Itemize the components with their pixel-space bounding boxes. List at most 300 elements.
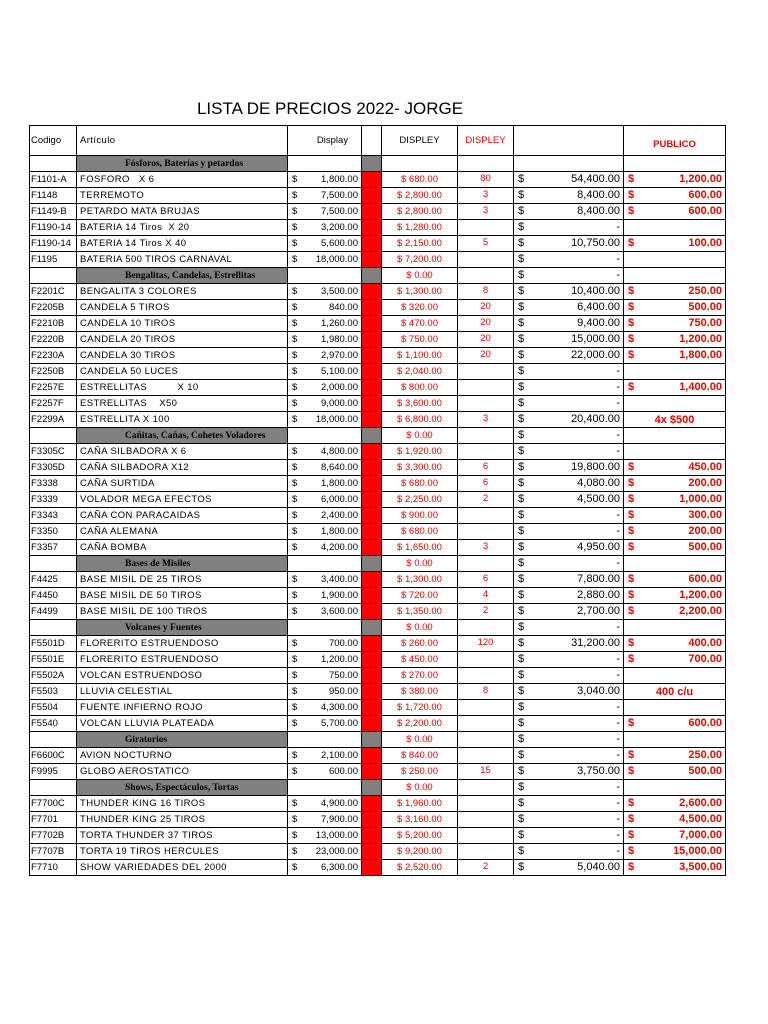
currency-sign: $: [518, 781, 525, 793]
currency-sign: $: [628, 509, 635, 521]
displey-price-value: $ 1,350.00: [397, 605, 442, 617]
displey-price-value: $ 680.00: [401, 173, 438, 185]
publico-price-value: 750.00: [688, 317, 722, 329]
publico-price: [624, 188, 726, 204]
red-separator: [362, 508, 382, 524]
displey-price-value: $ 900.00: [401, 509, 438, 521]
currency-sign: $: [292, 205, 298, 217]
product-name-text: CANDELA 5 TIROS: [80, 301, 170, 313]
product-code: [30, 396, 77, 412]
product-name-text: CANDELA 50 LUCES: [80, 365, 179, 377]
displey-price: [382, 348, 458, 364]
red-separator: [362, 252, 382, 268]
displey-price-value: $ 320.00: [401, 301, 438, 313]
category-label-text: Giratorios: [125, 734, 168, 745]
displey-qty-value: 3: [482, 413, 489, 424]
product-name: [77, 572, 288, 588]
displey-price-value: $ 2,800.00: [397, 205, 442, 217]
currency-sign: $: [518, 221, 525, 233]
row-total: [514, 412, 624, 428]
row-total: [514, 364, 624, 380]
product-name: [77, 716, 288, 732]
product-code-text: F5504: [31, 701, 58, 713]
row-total-value: 22,000.00: [571, 349, 620, 361]
publico-price-value: 7,000.00: [679, 829, 722, 841]
category-row: [30, 428, 726, 444]
product-name: [77, 860, 288, 876]
publico-price: [624, 860, 726, 876]
currency-sign: $: [518, 669, 525, 681]
category-price-cell: [288, 268, 362, 284]
category-qty-cell: [458, 556, 514, 572]
product-name: [77, 220, 288, 236]
currency-sign: $: [628, 461, 635, 473]
currency-sign: $: [628, 381, 635, 393]
display-price-value: 1,260.00: [321, 317, 358, 329]
publico-price: [624, 668, 726, 684]
product-code-text: F5502A: [31, 669, 65, 681]
product-name: [77, 252, 288, 268]
displey-qty: [458, 284, 514, 300]
display-price-value: 5,700.00: [321, 717, 358, 729]
product-name: [77, 524, 288, 540]
displey-price: [382, 380, 458, 396]
product-code-text: F4425: [31, 573, 58, 585]
display-price-value: 600.00: [328, 765, 358, 777]
publico-price: [624, 204, 726, 220]
red-separator: [362, 860, 382, 876]
product-code-text: F2250B: [31, 365, 65, 377]
red-separator: [362, 380, 382, 396]
product-code: [30, 188, 77, 204]
display-price-value: 2,100.00: [321, 749, 358, 761]
red-separator: [362, 604, 382, 620]
currency-sign: $: [518, 381, 525, 393]
red-separator: [362, 572, 382, 588]
table-row: [30, 684, 726, 700]
header-display: Display: [288, 126, 362, 156]
product-code-text: F7701: [31, 813, 58, 825]
display-price: [288, 748, 362, 764]
product-code: [30, 812, 77, 828]
product-code-text: F2201C: [31, 285, 65, 297]
row-total: [514, 300, 624, 316]
product-name: [77, 460, 288, 476]
currency-sign: $: [628, 797, 635, 809]
publico-price: [624, 812, 726, 828]
product-name: [77, 540, 288, 556]
display-price-value: 1,980.00: [321, 333, 358, 345]
table-row: [30, 316, 726, 332]
displey-price-value: $ 1,920.00: [397, 445, 442, 457]
category-displey: [382, 780, 458, 796]
currency-sign: $: [518, 445, 525, 457]
currency-sign: $: [292, 525, 298, 537]
currency-sign: $: [518, 589, 525, 601]
row-total: [514, 764, 624, 780]
currency-sign: $: [292, 653, 298, 665]
category-spacer: [362, 556, 382, 572]
currency-sign: $: [628, 301, 635, 313]
row-total-value: -: [616, 253, 620, 265]
displey-price: [382, 764, 458, 780]
product-name: [77, 364, 288, 380]
category-total-value: -: [616, 429, 620, 441]
red-separator: [362, 588, 382, 604]
product-code: [30, 412, 77, 428]
display-price-value: 13,000.00: [315, 829, 358, 841]
publico-note: 400 c/u: [655, 685, 694, 698]
displey-price: [382, 316, 458, 332]
product-name: [77, 492, 288, 508]
row-total-value: 20,400.00: [571, 413, 620, 425]
currency-sign: $: [518, 845, 525, 857]
publico-price: [624, 364, 726, 380]
category-displey: [382, 732, 458, 748]
display-price-value: 750.00: [328, 669, 358, 681]
product-code: [30, 236, 77, 252]
product-code: [30, 844, 77, 860]
displey-price-value: $ 720.00: [401, 589, 438, 601]
currency-sign: $: [292, 237, 298, 249]
product-code-text: F7702B: [31, 829, 65, 841]
currency-sign: $: [628, 493, 635, 505]
category-label-text: Shows, Espectáculos, Tortas: [125, 782, 239, 793]
red-separator: [362, 812, 382, 828]
currency-sign: $: [518, 653, 525, 665]
category-displey: [382, 556, 458, 572]
displey-qty-value: 4: [482, 589, 489, 600]
displey-qty-value: 120: [477, 637, 494, 648]
publico-price: [624, 220, 726, 236]
row-total: [514, 332, 624, 348]
displey-qty: [458, 668, 514, 684]
displey-price: [382, 684, 458, 700]
currency-sign: $: [518, 285, 525, 297]
display-price-value: 2,400.00: [321, 509, 358, 521]
category-total: [514, 556, 624, 572]
currency-sign: $: [292, 221, 298, 233]
table-row: [30, 476, 726, 492]
publico-price: [624, 284, 726, 300]
currency-sign: $: [518, 541, 525, 553]
product-code-text: F3350: [31, 525, 58, 537]
product-code: [30, 364, 77, 380]
product-name-text: TORTA THUNDER 37 TIROS: [80, 829, 214, 841]
table-row: [30, 172, 726, 188]
publico-price-value: 700.00: [688, 653, 722, 665]
row-total-value: 5,040.00: [577, 861, 620, 873]
header-publico: PUBLICO: [624, 126, 726, 156]
displey-qty: [458, 828, 514, 844]
product-code-text: F2257F: [31, 397, 64, 409]
displey-price: [382, 828, 458, 844]
category-qty-cell: [458, 620, 514, 636]
displey-qty: [458, 364, 514, 380]
red-separator: [362, 476, 382, 492]
red-separator: [362, 828, 382, 844]
table-row: [30, 460, 726, 476]
currency-sign: $: [292, 541, 298, 553]
row-total-value: -: [616, 701, 620, 713]
currency-sign: $: [292, 845, 298, 857]
product-name: [77, 844, 288, 860]
category-code-cell: [30, 268, 77, 284]
product-code-text: F4450: [31, 589, 58, 601]
red-separator: [362, 492, 382, 508]
display-price-value: 1,800.00: [321, 173, 358, 185]
product-code-text: F3343: [31, 509, 58, 521]
currency-sign: $: [518, 349, 525, 361]
category-row: [30, 156, 726, 172]
currency-sign: $: [292, 253, 298, 265]
category-displey-text: $ 0.00: [406, 429, 433, 441]
row-total-value: -: [616, 381, 620, 393]
publico-price-value: 2,600.00: [679, 797, 722, 809]
product-code-text: F1149-B: [31, 205, 67, 217]
category-label: [77, 556, 288, 572]
product-name-text: SHOW VARIEDADES DEL 2000: [80, 861, 227, 873]
display-price: [288, 396, 362, 412]
category-label: [77, 268, 288, 284]
category-label-text: Bengalitas, Candelas, Estrellitas: [125, 270, 256, 281]
product-name-text: CANDELA 30 TIROS: [80, 349, 176, 361]
product-name-text: ESTRELLITA X 100: [80, 413, 170, 425]
product-name-text: FUENTE INFIERNO ROJO: [80, 701, 204, 713]
currency-sign: $: [628, 829, 635, 841]
displey-price: [382, 492, 458, 508]
currency-sign: $: [518, 461, 525, 473]
currency-sign: $: [518, 413, 525, 425]
row-total: [514, 844, 624, 860]
display-price: [288, 220, 362, 236]
product-name-text: GLOBO AEROSTATICO: [80, 765, 190, 777]
currency-sign: $: [518, 717, 525, 729]
displey-qty: [458, 188, 514, 204]
red-separator: [362, 204, 382, 220]
displey-price: [382, 332, 458, 348]
currency-sign: $: [518, 205, 525, 217]
currency-sign: $: [292, 861, 298, 873]
displey-price-value: $ 1,960.00: [397, 797, 442, 809]
product-name-text: TORTA 19 TIROS HERCULES: [80, 845, 219, 857]
product-name-text: VOLADOR MEGA EFECTOS: [80, 493, 212, 505]
category-code-cell: [30, 780, 77, 796]
product-code-text: F1190-14: [31, 237, 71, 249]
product-code-text: F6600C: [31, 749, 65, 761]
display-price: [288, 828, 362, 844]
displey-price: [382, 476, 458, 492]
displey-price-value: $ 1,650.00: [397, 541, 442, 553]
displey-qty: [458, 652, 514, 668]
product-name-text: BENGALITA 3 COLORES: [80, 285, 197, 297]
product-name-text: PETARDO MATA BRUJAS: [80, 205, 201, 217]
displey-price-value: $ 450.00: [401, 653, 438, 665]
display-price-value: 2,000.00: [321, 381, 358, 393]
row-total-value: 54,400.00: [571, 173, 620, 185]
currency-sign: $: [292, 445, 298, 457]
displey-price: [382, 700, 458, 716]
product-code: [30, 716, 77, 732]
displey-price: [382, 204, 458, 220]
row-total-value: 7,800.00: [577, 573, 620, 585]
displey-qty: [458, 700, 514, 716]
product-code: [30, 252, 77, 268]
row-total-value: -: [616, 653, 620, 665]
table-row: [30, 700, 726, 716]
row-total: [514, 444, 624, 460]
displey-qty: [458, 844, 514, 860]
row-total-value: 2,700.00: [577, 605, 620, 617]
category-total: [514, 780, 624, 796]
currency-sign: $: [518, 861, 525, 873]
displey-qty-value: 6: [482, 477, 489, 488]
publico-price: [624, 700, 726, 716]
row-total: [514, 380, 624, 396]
row-total: [514, 204, 624, 220]
category-displey: [382, 620, 458, 636]
displey-qty-value: 80: [480, 173, 491, 184]
displey-price: [382, 460, 458, 476]
displey-qty: [458, 748, 514, 764]
publico-price: [624, 604, 726, 620]
displey-price: [382, 220, 458, 236]
displey-price-value: $ 5,200.00: [397, 829, 442, 841]
category-displey-text: $ 0.00: [406, 781, 433, 793]
row-total-value: 4,080.00: [577, 477, 620, 489]
displey-qty: [458, 524, 514, 540]
displey-price: [382, 812, 458, 828]
currency-sign: $: [518, 765, 525, 777]
row-total: [514, 652, 624, 668]
publico-price: [624, 652, 726, 668]
display-price: [288, 796, 362, 812]
display-price-value: 23,000.00: [315, 845, 358, 857]
product-name-text: TERREMOTO: [80, 189, 145, 201]
displey-price: [382, 172, 458, 188]
product-code: [30, 476, 77, 492]
currency-sign: $: [518, 701, 525, 713]
publico-price-value: 600.00: [688, 205, 722, 217]
display-price: [288, 492, 362, 508]
row-total-value: 31,200.00: [571, 637, 620, 649]
product-name-text: VOLCAN ESTRUENDOSO: [80, 669, 203, 681]
row-total-value: -: [616, 845, 620, 857]
displey-price: [382, 412, 458, 428]
displey-price: [382, 604, 458, 620]
publico-price: [624, 748, 726, 764]
currency-sign: $: [292, 605, 298, 617]
table-row: [30, 220, 726, 236]
displey-qty: [458, 796, 514, 812]
publico-price-value: 450.00: [688, 461, 722, 473]
currency-sign: $: [292, 637, 298, 649]
currency-sign: $: [628, 333, 635, 345]
row-total: [514, 188, 624, 204]
display-price: [288, 508, 362, 524]
currency-sign: $: [292, 173, 298, 185]
display-price: [288, 812, 362, 828]
display-price-value: 3,500.00: [321, 285, 358, 297]
currency-sign: $: [518, 173, 525, 185]
red-separator: [362, 316, 382, 332]
display-price: [288, 844, 362, 860]
product-code: [30, 588, 77, 604]
row-total-value: 19,800.00: [571, 461, 620, 473]
category-publico-cell: [624, 620, 726, 636]
category-price-cell: [288, 556, 362, 572]
category-total: [514, 156, 624, 172]
display-price: [288, 316, 362, 332]
display-price: [288, 604, 362, 620]
displey-price-value: $ 250.00: [401, 765, 438, 777]
category-total-value: -: [616, 621, 620, 633]
product-code: [30, 796, 77, 812]
displey-qty-value: 20: [480, 333, 491, 344]
product-code: [30, 492, 77, 508]
publico-price: [624, 460, 726, 476]
category-displey: [382, 268, 458, 284]
product-code: [30, 284, 77, 300]
display-price-value: 7,900.00: [321, 813, 358, 825]
currency-sign: $: [628, 717, 635, 729]
category-code-cell: [30, 156, 77, 172]
category-qty-cell: [458, 428, 514, 444]
currency-sign: $: [628, 765, 635, 777]
display-price-value: 700.00: [328, 637, 358, 649]
currency-sign: $: [518, 189, 525, 201]
product-name-text: CAÑA SILBADORA X 6: [80, 445, 187, 457]
displey-qty: [458, 204, 514, 220]
display-price: [288, 364, 362, 380]
row-total-value: -: [616, 717, 620, 729]
displey-price: [382, 444, 458, 460]
red-separator: [362, 188, 382, 204]
publico-price-value: 1,400.00: [679, 381, 722, 393]
product-code: [30, 828, 77, 844]
currency-sign: $: [628, 541, 635, 553]
category-total-value: -: [616, 557, 620, 569]
red-separator: [362, 412, 382, 428]
row-total: [514, 396, 624, 412]
product-code-text: F2210B: [31, 317, 65, 329]
product-code: [30, 748, 77, 764]
table-row: [30, 524, 726, 540]
displey-price-value: $ 1,720.00: [397, 701, 442, 713]
currency-sign: $: [628, 477, 635, 489]
publico-price: [624, 636, 726, 652]
display-price-value: 3,200.00: [321, 221, 358, 233]
display-price-value: 5,600.00: [321, 237, 358, 249]
publico-price: [624, 828, 726, 844]
displey-price-value: $ 270.00: [401, 669, 438, 681]
product-code-text: F3357: [31, 541, 58, 553]
category-code-cell: [30, 620, 77, 636]
currency-sign: $: [628, 749, 635, 761]
product-name: [77, 412, 288, 428]
displey-price: [382, 572, 458, 588]
category-total-value: -: [616, 781, 620, 793]
currency-sign: $: [292, 749, 298, 761]
product-code: [30, 300, 77, 316]
table-row: [30, 188, 726, 204]
product-name-text: FOSFORO X 6: [80, 173, 155, 185]
displey-qty: [458, 172, 514, 188]
category-publico-cell: [624, 156, 726, 172]
product-code-text: F4499: [31, 605, 58, 617]
table-row: [30, 348, 726, 364]
category-publico-cell: [624, 268, 726, 284]
